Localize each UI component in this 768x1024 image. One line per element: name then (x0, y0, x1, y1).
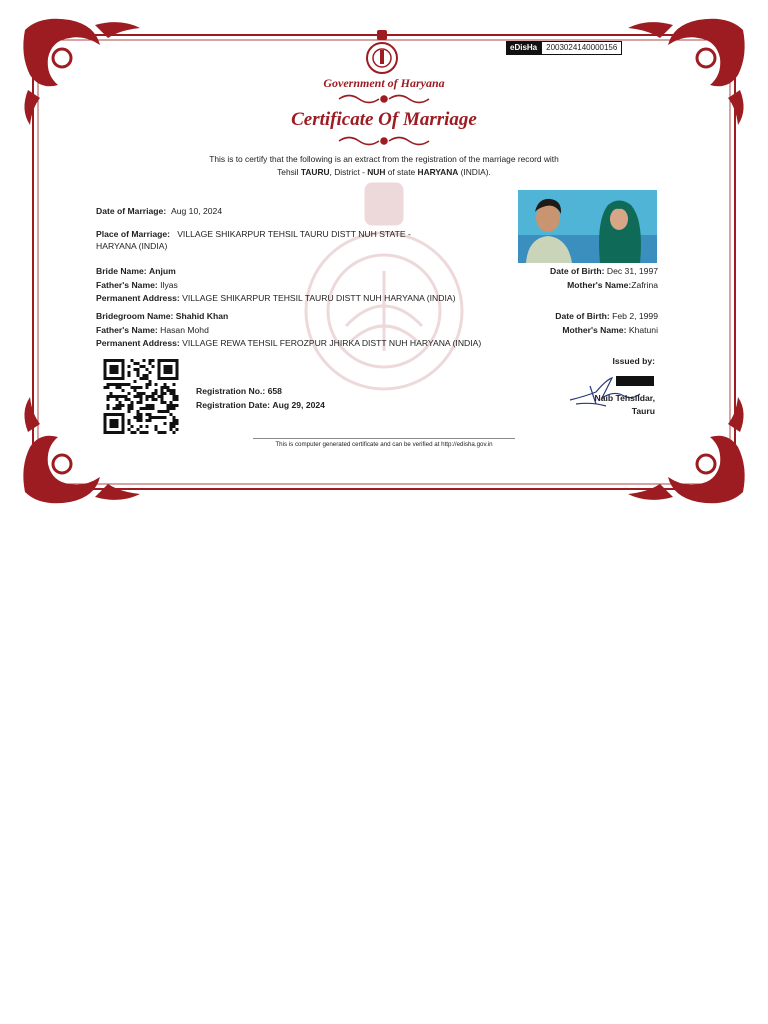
district-value: NUH (367, 167, 386, 177)
groom-address-value: VILLAGE REWA TEHSIL FEROZPUR JHIRKA DISTT NUH HARYANA (INDIA) (182, 338, 482, 348)
bride-mother-name: Mother's Name:Zafrina (567, 280, 658, 290)
haryana-emblem-watermark (296, 176, 472, 396)
edisha-reference (506, 41, 622, 55)
registration-number-value: 658 (267, 386, 282, 396)
groom-permanent-address: Permanent Address: VILLAGE REWA TEHSIL FEROZPUR JHIRKA DISTT NUH HARYANA (INDIA) (96, 338, 482, 348)
date-of-marriage: Date of Marriage: Aug 10, 2024 (96, 206, 223, 216)
verification-qr-code[interactable] (101, 359, 181, 434)
verification-footer: This is computer generated certificate and can be verified at http://edisha.gov.in (275, 441, 493, 448)
groom-father-name: Father's Name: Hasan Mohd (96, 325, 209, 335)
groom-mother-value: Khatuni (628, 325, 658, 335)
bride-name: Bride Name: Anjum (96, 266, 176, 276)
intro-line-2: Tehsil TAURU, District - NUH of state HARYANA (INDIA). (277, 167, 491, 177)
issuer-designation (595, 392, 656, 418)
issuer-place: Tauru (631, 406, 655, 416)
state-value: HARYANA (417, 167, 459, 177)
bride-date-of-birth: Date of Birth: Dec 31, 1997 (550, 266, 658, 276)
bride-father-name: Father's Name: Ilyas (96, 280, 178, 290)
haryana-emblem-icon (362, 28, 402, 76)
bride-address-value: VILLAGE SHIKARPUR TEHSIL TAURU DISTT NUH HARYANA (INDIA) (182, 293, 456, 303)
groom-name-value: Shahid Khan (175, 311, 229, 321)
intro-line-1: This is to certify that the following is an extract from the registration of the marriage record with (209, 154, 559, 164)
issued-by-label: Issued by: (612, 356, 655, 366)
tehsil-value: TAURU (300, 167, 330, 177)
bride-father-value: Ilyas (160, 280, 178, 290)
marriage-certificate (0, 0, 768, 510)
date-of-marriage-value: Aug 10, 2024 (170, 206, 223, 216)
bride-dob-value: Dec 31, 1997 (606, 266, 658, 276)
groom-name: Bridegroom Name: Shahid Khan (96, 311, 229, 321)
registration-date: Registration Date: Aug 29, 2024 (196, 400, 325, 410)
edisha-label: eDisHa (506, 41, 541, 55)
footer-divider (253, 438, 515, 439)
registration-date-value: Aug 29, 2024 (272, 400, 325, 410)
place-of-marriage-value: VILLAGE SHIKARPUR TEHSIL TAURU DISTT NUH STATE - HARYANA (INDIA) (96, 229, 411, 251)
groom-dob-value: Feb 2, 1999 (612, 311, 658, 321)
government-title: Government of Haryana (323, 76, 445, 90)
groom-date-of-birth: Date of Birth: Feb 2, 1999 (555, 311, 658, 321)
bride-mother-value: Zafrina (631, 280, 658, 290)
edisha-number: 2003024140000156 (541, 41, 622, 55)
place-of-marriage: Place of Marriage: VILLAGE SHIKARPUR TEHSIL TAURU DISTT NUH STATE - HARYANA (INDIA) (96, 229, 411, 251)
couple-photo (518, 190, 657, 263)
certificate-title: Certificate Of Marriage (291, 109, 477, 130)
intro-text (150, 153, 618, 179)
bride-permanent-address: Permanent Address: VILLAGE SHIKARPUR TEHSIL TAURU DISTT NUH HARYANA (INDIA) (96, 293, 456, 303)
groom-father-value: Hasan Mohd (160, 325, 209, 335)
title-ornament-bottom (334, 133, 434, 149)
title-ornament-top (334, 92, 434, 106)
bride-name-value: Anjum (149, 266, 176, 276)
issuer-title: Naib Tehsildar, (594, 393, 655, 403)
registration-number: Registration No.: 658 (196, 386, 282, 396)
groom-mother-name: Mother's Name: Khatuni (562, 325, 658, 335)
